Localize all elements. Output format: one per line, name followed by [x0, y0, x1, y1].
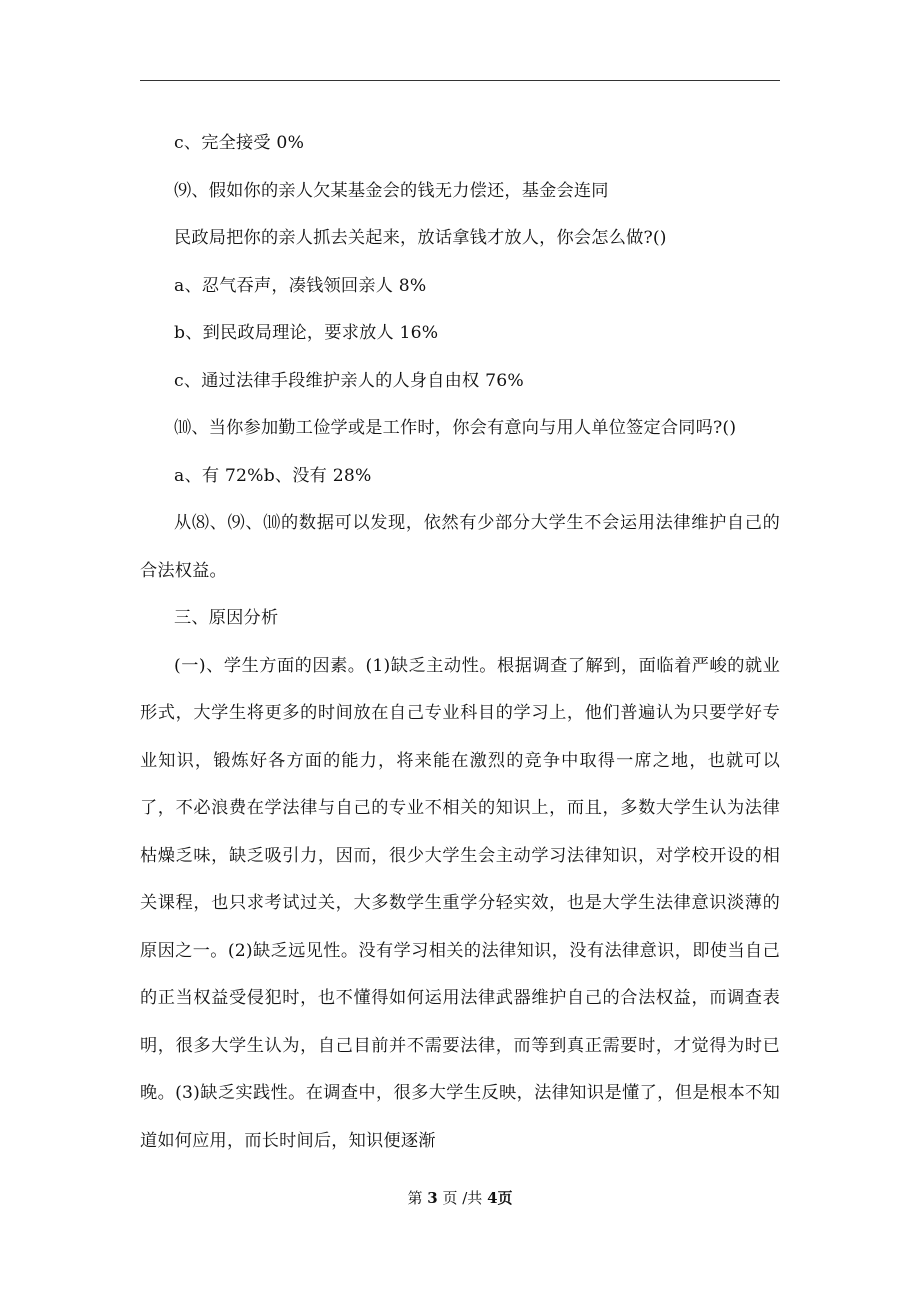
page-footer: [0, 1186, 920, 1210]
footer-suffix: 页: [497, 1189, 513, 1207]
current-page-number: 3: [427, 1189, 438, 1207]
question-9-line-2: 民政局把你的亲人抓去关起来，放话拿钱才放人，你会怎么做?(): [174, 228, 667, 248]
summary-paragraph: 从⑻、⑼、⑽的数据可以发现，依然有少部分大学生不会运用法律维护自己的合法权益。: [140, 513, 780, 581]
question-10: ⑽、当你参加勤工俭学或是工作时，你会有意向与用人单位签定合同吗?(): [174, 418, 737, 438]
total-pages-number: 4: [487, 1189, 498, 1207]
document-body: [140, 120, 780, 1165]
footer-prefix: 第: [407, 1189, 423, 1207]
section-heading: 三、原因分析: [174, 608, 279, 628]
question-10-options: a、有 72%b、没有 28%: [174, 465, 372, 486]
question-9-option-c: c、通过法律手段维护亲人的人身自由权 76%: [174, 370, 524, 391]
analysis-paragraph: (一)、学生方面的因素。(1)缺乏主动性。根据调查了解到，面临着严峻的就业形式，大学生将更多的时间放在自己专业科目的学习上，他们普遍认为只要学好专业知识，锻炼好各方面的能力，将来能在激烈的竞争中取得一席之地，也就可以了，不必浪费在学法律与自己的专业不相关的知识上，而且，多数大学生认为法律枯燥乏味，缺乏吸引力，因而，很少大学生会主动学习法律知识，对学校开设的相关课程，也只求考试过关，大多数学生重学分轻实效，也是大学生法律意识淡薄的原因之一。(2)缺乏远见性。没有学习相关的法律知识，没有法律意识，即使当自己的正当权益受侵犯时，也不懂得如何运用法律武器维护自己的合法权益，而调查表明，很多大学生认为，自己目前并不需要法律，而等到真正需要时，才觉得为时已晚。(3)缺乏实践性。在调查中，很多大学生反映，法律知识是懂了，但是根本不知道如何应用，而长时间后，知识便逐渐: [140, 655, 780, 1151]
footer-middle: 页 /共: [442, 1189, 483, 1207]
question-9-option-a: a、忍气吞声，凑钱领回亲人 8%: [174, 275, 427, 296]
option-c-full-accept: c、完全接受 0%: [174, 133, 305, 153]
header-rule: [140, 80, 780, 81]
question-9-option-b: b、到民政局理论，要求放人 16%: [174, 323, 439, 343]
question-9-line-1: ⑼、假如你的亲人欠某基金会的钱无力偿还，基金会连同: [174, 180, 609, 201]
